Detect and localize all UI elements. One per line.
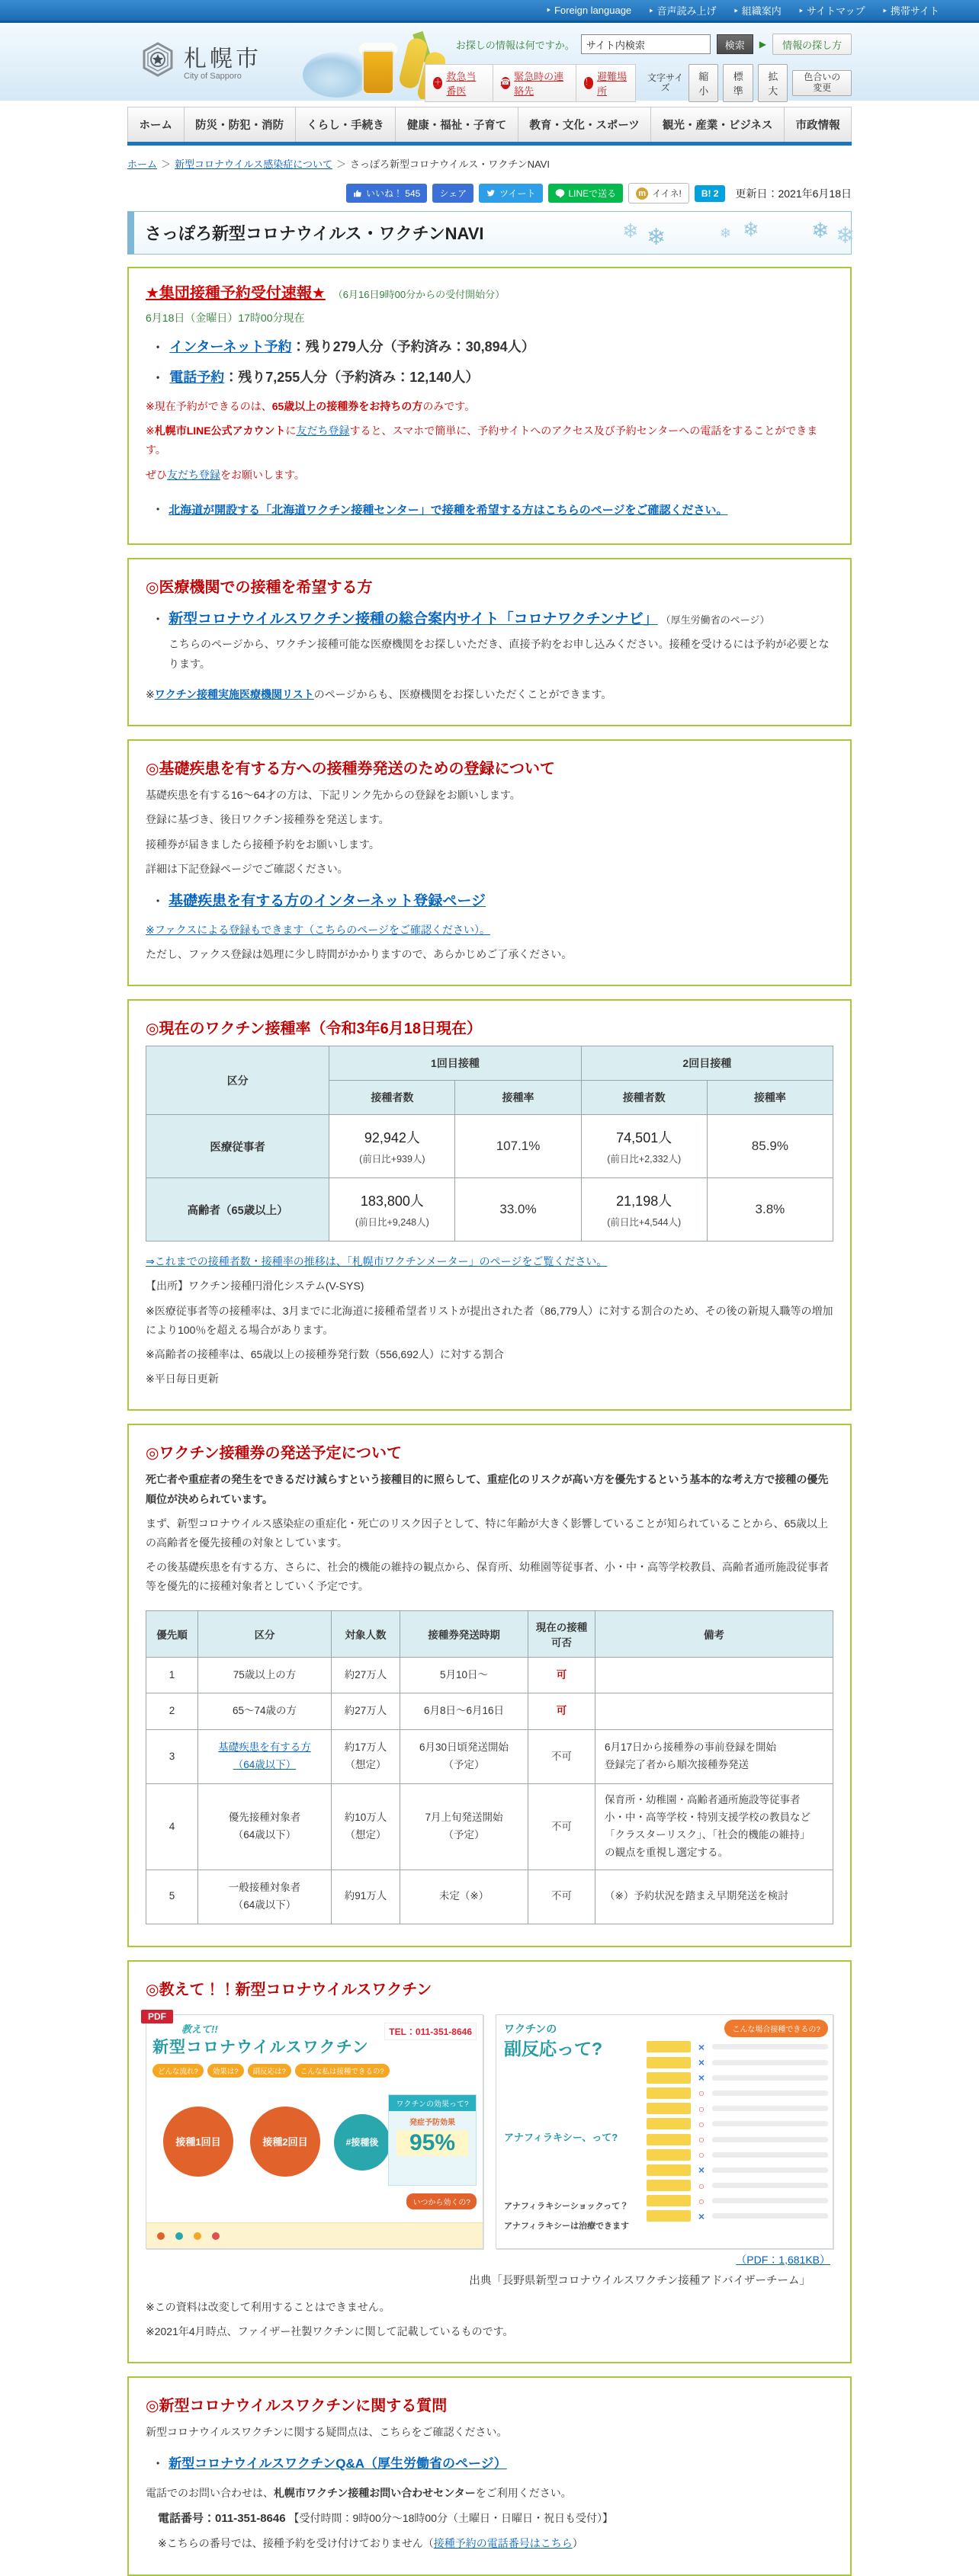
column-header-dose2: 2回目接種 <box>581 1046 833 1081</box>
poster1-catch: 教えて!! <box>181 2023 218 2035</box>
tweet-label: ツイート <box>499 188 536 199</box>
questions-phone-note: ※こちらの番号では、接種予約を受け付けておりません（接種予約の電話番号はこちら） <box>158 2537 583 2550</box>
column-header-people: 対象人数 <box>332 1610 400 1657</box>
site-search-input[interactable] <box>581 34 711 54</box>
page-title: さっぽろ新型コロナウイルス・ワクチンNAVI <box>145 224 484 243</box>
arrow-icon: ▶ <box>759 39 766 50</box>
table-cell-dose1-rate: 33.0% <box>455 1178 581 1242</box>
snowflake-icon <box>743 218 759 242</box>
snowflake-icon <box>720 226 731 242</box>
sapporo-emblem-icon <box>140 41 176 80</box>
rate-note-3: ※平日毎日更新 <box>146 1373 219 1386</box>
font-size-small-button[interactable]: 縮小 <box>689 64 719 102</box>
list-item-internet-registration <box>156 889 833 910</box>
poster1-step3: #接種後 <box>334 2114 390 2171</box>
hokkaido-vaccination-center-link[interactable]: 北海道が開設する「北海道ワクチン接種センター」で接種を希望する方はこちらのページをご確認ください。 <box>169 503 728 517</box>
poster1-step2: 接種2回目 <box>250 2107 320 2177</box>
list-item-corona-vaccine-navi <box>156 607 833 674</box>
twitter-bird-icon <box>486 188 496 198</box>
shipping-section-title: ◎ワクチン接種券の発送予定について <box>146 1445 403 1463</box>
tweet-button[interactable] <box>479 184 542 203</box>
how-to-find-info-button[interactable]: 情報の探し方 <box>772 34 852 55</box>
emergency-doctor-button[interactable] <box>425 65 493 101</box>
shipping-paragraph-1: まず、新型コロナウイルス感染症の重症化・死亡のリスク因子として、特に年齢が大きく影響していることが知られていることから、65歳以上の高齢者を優先接種の対象としています。 <box>146 1517 829 1549</box>
status-badge: 可 <box>528 1693 595 1730</box>
teach-note-1: ※この資料は改変して利用することはできません。 <box>146 2300 390 2313</box>
column-header-count: 接種者数 <box>581 1081 707 1115</box>
snowflake-icon <box>622 219 639 243</box>
evacuation-site-button[interactable] <box>576 65 635 101</box>
column-header-category: 区分 <box>146 1046 329 1115</box>
flash-title: ★集団接種予約受付速報★ <box>146 285 326 302</box>
breadcrumb-parent-link[interactable]: 新型コロナウイルス感染症について <box>175 159 332 170</box>
nav-item-disaster[interactable] <box>185 107 296 142</box>
flash-note-3: ぜひ友だち登録をお願いします。 <box>146 468 305 481</box>
breadcrumb-separator: ＞ <box>161 159 172 170</box>
call-center-phone-number: 電話番号：011-351-8646 <box>158 2512 286 2526</box>
snowflake-icon <box>811 218 829 243</box>
poster2-title-1: ワクチンの <box>504 2022 557 2035</box>
table-cell-dose2-count: 74,501人 (前日比+2,332人) <box>581 1115 707 1178</box>
rate-note-1: ※医療従事者等の接種率は、3月までに北海道に接種希望者リストが提出された者（86,779人）に対する割合のため、その後の新規入職等の増加により100％を超える場合があります。 <box>146 1304 833 1336</box>
hatena-label: B! 2 <box>701 187 719 199</box>
list-item-hokkaido-center <box>156 501 833 517</box>
font-size-large-button[interactable]: 拡大 <box>758 64 788 102</box>
fax-registration-line <box>146 921 833 940</box>
updated-date: 更新日：2021年6月18日 <box>735 187 852 200</box>
table-cell-dose2-rate: 3.8% <box>707 1178 833 1242</box>
poster1-title: 新型コロナウイルスワクチン <box>152 2038 369 2056</box>
poster-side-effects[interactable] <box>496 2014 833 2249</box>
snowflake-icon <box>836 223 855 249</box>
poster-vaccine-overview[interactable]: 教えて!! 新型コロナウイルスワクチン TEL：011-351-8646 どんな流れ? 効果は? 副反応は? こんな私は接種できるの? 接種1回目 接種2回目 #接種後 ワクチンの効果って? 発症予防効果 95% いつから効くの? <box>146 2014 483 2249</box>
poster2-anaphylaxis: アナフィラキシー、って? <box>504 2131 618 2143</box>
section-medical-institution <box>127 558 852 726</box>
column-header-dose1: 1回目接種 <box>329 1046 581 1081</box>
social-share-row <box>127 183 852 203</box>
line-share-button[interactable] <box>548 184 624 203</box>
flash-note-1: ※現在予約ができるのは、65歳以上の接種券をお持ちの方のみです。 <box>146 400 476 412</box>
status-badge: 可 <box>528 1657 595 1693</box>
underlying-section-title: ◎基礎疾患を有する方への接種券発送のための登録について <box>146 761 556 778</box>
shipping-lead: 死亡者や重症者の発生をできるだけ減らすという接種目的に照らして、重症化のリスクが高い方を優先するという基本的な考え方で接種の優先順位が決められています。 <box>146 1473 829 1505</box>
underlying-line-4: 詳細は下記登録ページでご確認ください。 <box>146 862 348 875</box>
column-header-rate: 接種率 <box>455 1081 581 1115</box>
column-header-remarks: 備考 <box>595 1610 833 1657</box>
emergency-doctor-label: 救急当番医 <box>446 71 477 97</box>
line-share-label: LINEで送る <box>568 188 617 199</box>
vaccine-meter-link[interactable]: ⇒これまでの接種者数・接種率の推移は、「札幌市ワクチンメーター」のページをご覧ください。 <box>146 1255 608 1268</box>
breadcrumb-current: さっぽろ新型コロナウイルス・ワクチンNAVI <box>350 159 550 170</box>
teach-note-2: ※2021年4月時点、ファイザー社製ワクチンに関して記載しているものです。 <box>146 2325 514 2338</box>
nav-item-health[interactable] <box>396 107 518 142</box>
topbar-link-foreign-language[interactable]: ‣ Foreign language <box>546 5 631 17</box>
table-cell-dose1-count: 183,800人 (前日比+9,248人) <box>329 1178 455 1242</box>
page-title-bar <box>127 211 852 255</box>
internet-reservation-value: ：残り279人分（予約済み：30,894人） <box>291 339 535 354</box>
flash-note-2: ※札幌市LINE公式アカウントに友だち登録すると、スマホで簡単に、予約サイトへのアクセス及び予約センターへの電話をすることができます。 <box>146 425 818 457</box>
fax-registration-link[interactable]: ※ファクスによる登録もできます（こちらのページをご確認ください）。 <box>146 923 491 936</box>
medical-note: ※ワクチン接種実施医療機関リストのページからも、医療機関をお探しいただくことができます。 <box>146 687 612 700</box>
facebook-share-button[interactable] <box>432 184 473 203</box>
topbar-link-mobile-site[interactable]: ‣ 携帯サイト <box>882 3 939 18</box>
internet-reservation-link[interactable]: インターネット予約 <box>169 339 292 354</box>
table-cell-category: 医療従事者 <box>146 1115 329 1178</box>
topbar-link-text-to-speech[interactable]: ‣ 音声読み上げ <box>648 3 716 18</box>
top-utility-bar <box>0 0 979 23</box>
topbar-link-sitemap[interactable]: ‣ サイトマップ <box>798 3 865 18</box>
flash-asof: 6月18日（金曜日）17時00分現在 <box>146 312 305 324</box>
nav-tourism-link[interactable]: 観光・産業・ビジネス <box>662 120 773 132</box>
flash-title-note: （6月16日9時00分からの受付開始分） <box>332 289 506 300</box>
questions-phone-intro: 電話でのお問い合わせは、札幌市ワクチン接種お問い合わせセンターをご利用ください。 <box>146 2487 572 2500</box>
table-row-priority-2: 2 65～74歳の方 約27万人 6月8日～6月16日 可 <box>146 1693 833 1730</box>
questions-phone-number-line <box>146 2508 833 2529</box>
like-count-label: いいね！ 545 <box>365 188 421 199</box>
section-teach-me-vaccine <box>127 1960 852 2363</box>
breadcrumb-home-link[interactable]: ホーム <box>127 159 158 170</box>
table-cell-category: 高齢者（65歳以上） <box>146 1178 329 1242</box>
column-header-period: 接種券発送時期 <box>400 1610 528 1657</box>
medical-section-title: ◎医療機関での接種を希望する方 <box>146 578 373 596</box>
mixi-icon: m <box>636 187 648 200</box>
line-friend-registration-link[interactable]: 友だち登録 <box>296 425 350 437</box>
pdf-badge: PDF <box>141 2010 173 2023</box>
nav-disaster-link[interactable]: 防災・防犯・消防 <box>195 120 284 132</box>
medical-institution-list-link[interactable]: ワクチン接種実施医療機関リスト <box>154 687 314 700</box>
table-cell-dose1-count: 92,942人 (前日比+939人) <box>329 1115 455 1178</box>
poster1-effect-percent: 95% <box>396 2130 468 2156</box>
column-header-category: 区分 <box>198 1610 332 1657</box>
nav-item-tourism[interactable] <box>651 107 785 142</box>
questions-section-title: ◎新型コロナウイルスワクチンに関する質問 <box>146 2398 448 2415</box>
table-row-priority-3: 3 基礎疾患を有する方 （64歳以下） 約17万人 （想定） 6月30日頃発送開始 （予定） 不可 6月17日から接種券の事前登録を開始 登録完了者から順次接種券発送 <box>146 1730 833 1784</box>
reservation-phone-number-link[interactable]: 接種予約の電話番号はこちら <box>433 2537 573 2550</box>
nav-underline <box>127 142 852 146</box>
breadcrumb-separator: ＞ <box>336 159 347 170</box>
nav-education-link[interactable]: 教育・文化・スポーツ <box>529 120 640 132</box>
line-bubble-icon <box>555 188 565 198</box>
nav-item-home[interactable] <box>128 107 185 142</box>
search-prompt: お探しの情報は何ですか。 <box>455 39 575 51</box>
phone-reservation-link[interactable]: 電話予約 <box>169 370 225 385</box>
share-label: シェア <box>439 188 467 199</box>
poster2-badge: こんな場合接種できるの? <box>724 2020 828 2037</box>
poster2-cure: アナフィラキシーは治療できます <box>504 2221 630 2231</box>
rate-section-title: ◎現在のワクチン接種率（令和3年6月18日現在） <box>146 1020 482 1038</box>
section-reservation-flash <box>127 267 852 545</box>
column-header-rate: 接種率 <box>707 1081 833 1115</box>
poster1-effect-panel: ワクチンの効果って? 発症予防効果 95% <box>388 2094 477 2186</box>
topbar-link-organization[interactable]: ‣ 組織案内 <box>733 3 781 18</box>
underlying-disease-row-link[interactable]: 基礎疾患を有する方 （64歳以下） <box>218 1741 311 1771</box>
underlying-line-3: 接種券が届きましたら接種予約をお願いします。 <box>146 838 380 851</box>
color-scheme-button[interactable]: 色合いの変更 <box>792 70 852 96</box>
nav-item-education[interactable] <box>518 107 652 142</box>
rate-note-2: ※高齢者の接種率は、65歳以上の接種券発行数（556,692人）に対する割合 <box>146 1348 504 1360</box>
global-nav <box>127 107 852 146</box>
city-name-en: City of Sapporo <box>184 72 242 81</box>
emergency-contact-button[interactable] <box>493 65 576 101</box>
column-header-status: 現在の接種可否 <box>528 1610 595 1657</box>
facebook-like-button[interactable] <box>346 184 427 203</box>
table-cell-dose2-rate: 85.9% <box>707 1115 833 1178</box>
status-badge: 不可 <box>528 1730 595 1784</box>
list-item-qa-link <box>156 2453 833 2472</box>
corona-vaccine-navi-desc: こちらのページから、ワクチン接種可能な医療機関をお探しいただき、直接予約をお申し込みください。接種を受けるには予約が必要となります。 <box>169 637 830 671</box>
line-friend-registration-link-2[interactable]: 友だち登録 <box>167 468 220 481</box>
vaccine-qa-link[interactable]: 新型コロナウイルスワクチンQ&A（厚生労働省のページ） <box>169 2456 507 2472</box>
breadcrumb <box>127 156 852 171</box>
mixi-iine-button[interactable] <box>628 183 689 203</box>
section-vaccine-questions <box>127 2376 852 2576</box>
font-size-label: 文字サイズ <box>647 72 684 93</box>
corona-vaccine-navi-link[interactable]: 新型コロナウイルスワクチン接種の総合案内サイト「コロナワクチンナビ」 <box>169 610 658 627</box>
thumbs-up-icon <box>353 189 362 198</box>
status-badge: 不可 <box>528 1784 595 1870</box>
table-row-elderly <box>146 1178 833 1242</box>
table-row-priority-5: 5 一般接種対象者 （64歳以下） 約91万人 未定（※） 不可 （※）予約状況を踏まえ早期発送を検討 <box>146 1870 833 1924</box>
list-item-internet-reservation <box>156 336 833 356</box>
section-ticket-shipping <box>127 1424 852 1947</box>
poster1-footer-strip <box>146 2222 483 2248</box>
poster2-title-2: 副反応って? <box>504 2038 603 2059</box>
nav-item-living[interactable] <box>296 107 396 142</box>
vaccination-rate-table <box>146 1046 833 1242</box>
questions-lead: 新型コロナウイルスワクチンに関する疑問点は、こちらをご確認ください。 <box>146 2426 508 2439</box>
poster-pdf-link[interactable]: （PDF：1,681KB） <box>736 2253 830 2266</box>
hatena-bookmark-button[interactable] <box>695 185 726 202</box>
rate-source: 【出所】ワクチン接種円滑化システム(V-SYS) <box>146 1280 364 1293</box>
shipping-paragraph-2: その後基礎疾患を有する方、さらに、社会的機能の維持の観点から、保育所、幼稚園等従事者、小・中・高等学校教員、高齢者通所施設従事者等を優先的に接種対象者としていく予定です。 <box>146 1561 829 1593</box>
alert-icon <box>584 77 593 89</box>
fax-registration-note: ただし、ファクス登録は処理に少し時間がかかりますので、あらかじめご了承ください。 <box>146 948 573 961</box>
section-underlying-disease <box>127 739 852 986</box>
corona-vaccine-navi-note: （厚生労働省のページ） <box>660 614 770 626</box>
poster1-step1: 接種1回目 <box>163 2107 233 2177</box>
poster1-phone: TEL：011-351-8646 <box>384 2023 477 2040</box>
emergency-contact-label: 緊急時の連絡先 <box>514 71 564 97</box>
phone-icon <box>501 77 510 89</box>
table-cell-dose2-count: 21,198人 (前日比+4,544人) <box>581 1178 707 1242</box>
search-button[interactable]: 検索 <box>717 34 753 54</box>
priority-schedule-table <box>146 1610 833 1924</box>
underlying-line-1: 基礎疾患を有する16～64才の方は、下記リンク先からの登録をお願いします。 <box>146 789 521 802</box>
nav-item-city-info[interactable] <box>785 107 851 142</box>
evacuation-site-label: 避難場所 <box>597 71 628 97</box>
phone-reservation-value: ：残り7,255人分（予約済み：12,140人） <box>224 370 480 385</box>
call-center-hours: 【受付時間：9時00分～18時00分（土曜日・日曜日・祝日も受付）】 <box>288 2512 613 2525</box>
sapporo-logo[interactable] <box>140 40 262 81</box>
column-header-count: 接種者数 <box>329 1081 455 1115</box>
poster2-eligibility-grid: × × × ○ ○ ○ ○ ○ × ○ ○ × <box>647 2041 828 2225</box>
table-cell-dose1-rate: 107.1% <box>455 1115 581 1178</box>
mixi-label: イイネ! <box>652 188 682 199</box>
nav-city-info-link[interactable]: 市政情報 <box>795 120 840 132</box>
poster2-shock: アナフィラキシーショックって？ <box>504 2201 629 2211</box>
snowflake-icon <box>647 224 666 251</box>
underlying-internet-registration-link[interactable]: 基礎疾患を有する方のインターネット登録ページ <box>169 892 486 909</box>
list-item-phone-reservation <box>156 367 833 386</box>
status-badge: 不可 <box>528 1870 595 1924</box>
poster1-when: いつから効くの? <box>406 2193 477 2209</box>
site-header <box>0 23 979 101</box>
city-name: 札幌市 <box>184 46 262 72</box>
underlying-line-2: 登録に基づき、後日ワクチン接種券を発送します。 <box>146 813 390 826</box>
nav-health-link[interactable]: 健康・福祉・子育て <box>406 120 507 132</box>
teach-section-title: ◎教えて！！新型コロナウイルスワクチン <box>146 1981 432 1998</box>
nav-living-link[interactable]: くらし・手続き <box>307 120 384 132</box>
section-vaccination-rate <box>127 999 852 1411</box>
nav-home-link[interactable]: ホーム <box>139 120 173 132</box>
table-row-priority-4: 4 優先接種対象者 （64歳以下） 約10万人 （想定） 7月上旬発送開始 （予定） 不可 保育所・幼稚園・高齢者通所施設等従事者 小・中・高等学校・特別支援学校の教員など 「クラスターリスク」、「社会的機能の維持」 の観点を重視し選定する。 <box>146 1784 833 1870</box>
column-header-priority: 優先順 <box>146 1610 198 1657</box>
medical-cross-icon <box>433 77 442 89</box>
poster-source: 出典「長野県新型コロナウイルスワクチン接種アドバイザーチーム」 <box>469 2274 810 2287</box>
font-size-standard-button[interactable]: 標準 <box>723 64 753 102</box>
table-row-medical-workers <box>146 1115 833 1178</box>
table-row-priority-1: 1 75歳以上の方 約27万人 5月10日～ 可 <box>146 1657 833 1693</box>
